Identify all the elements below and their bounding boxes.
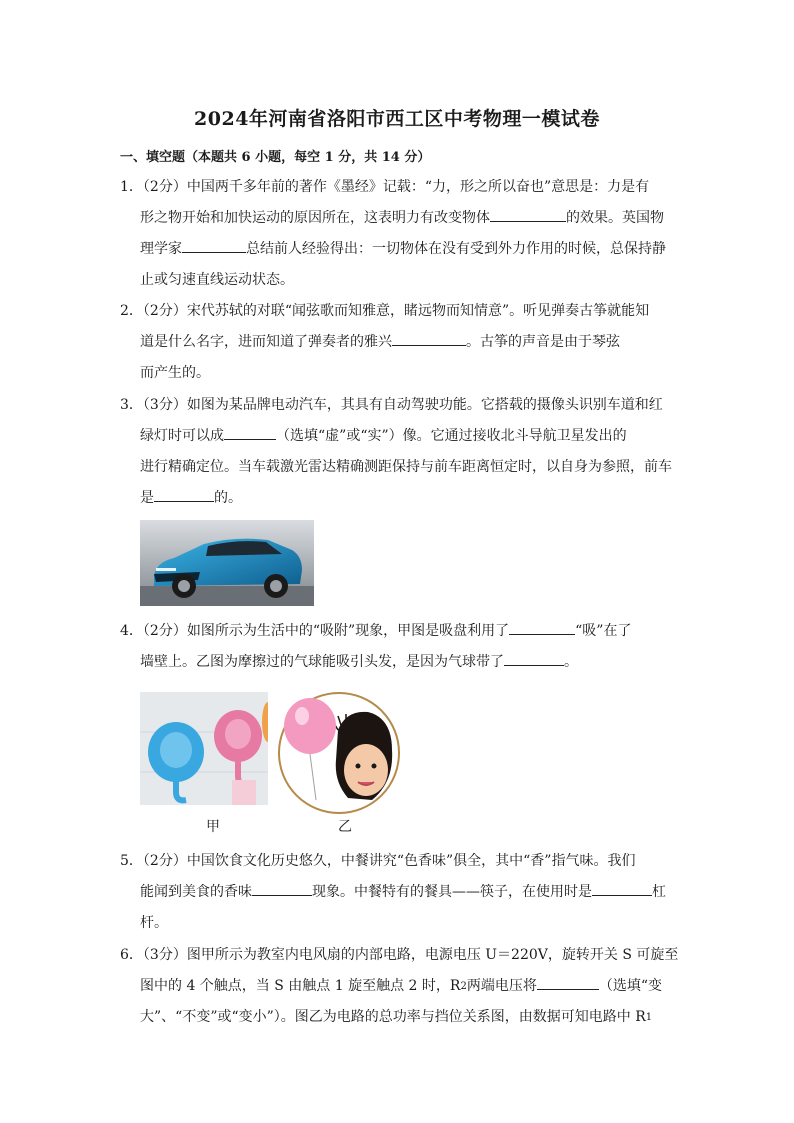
q6-line-2: 图中的 4 个触点，当 S 由触点 1 旋至触点 2 时，R 2 两端电压将 （选填“变: [120, 971, 676, 1002]
caption-jia: 甲: [206, 819, 220, 835]
car-icon: [140, 520, 314, 606]
section-heading: 一、填空题（本题共 6 小题，每空 1 分，共 14 分）: [120, 150, 431, 165]
answer-blank[interactable]: [182, 234, 246, 253]
q5-line-2: 能闻到美食的香味 现象。中餐特有的餐具——筷子，在使用时是 杠: [120, 877, 676, 908]
q3-line-4: 是 的。: [120, 483, 676, 514]
q6-line-1: 6．（3分）图甲所示为教室内电风扇的内部电路，电源电压 U＝220V，旋转开关 S 可旋至: [120, 947, 679, 963]
q2-line-3: 而产生的。: [140, 365, 210, 381]
answer-blank[interactable]: [252, 877, 312, 896]
q5-line-1: 5．（2分）中国饮食文化历史悠久，中餐讲究“色香味”俱全，其中“香”指气味。我们: [120, 853, 636, 869]
answer-blank[interactable]: [592, 877, 652, 896]
balloon-icon: [276, 690, 402, 816]
q2-line-2: 道是什么名字，进而知道了弹奏者的雅兴 。古筝的声音是由于琴弦: [120, 327, 676, 358]
answer-blank[interactable]: [154, 483, 214, 502]
q1-line-3: 理学家 总结前人经验得出：一切物体在没有受到外力作用的时候，总保持静: [120, 234, 676, 265]
question-1: [120, 172, 676, 296]
q4-line-2: 墙壁上。乙图为摩擦过的气球能吸引头发，是因为气球带了 。: [120, 647, 676, 678]
question-2: [120, 296, 676, 389]
page-title: 2024年河南省洛阳市西工区中考物理一模试卷: [194, 108, 600, 130]
q1-line-1: 1．（2分）中国两千多年前的著作《墨经》记载：“力，形之所以奋也”意思是：力是有: [120, 179, 650, 195]
q5-line-3: 杆。: [140, 915, 168, 931]
caption-yi: 乙: [338, 819, 352, 835]
answer-blank[interactable]: [392, 327, 466, 346]
q2-line-1: 2．（2分）宋代苏轼的对联“闻弦歌而知雅意，睹远物而知情意”。听见弹奏古筝就能知: [120, 303, 650, 319]
question-5: [120, 846, 676, 939]
balloon-hair-image: [276, 690, 402, 816]
question-3: [120, 390, 676, 514]
q1-line-4: 止或匀速直线运动状态。: [140, 272, 294, 288]
q1-line-2: 形之物开始和加快运动的原因所在，这表明力有改变物体 的效果。英国物: [120, 203, 676, 234]
electric-car-image: [140, 520, 314, 606]
q3-line-2: 绿灯时可以成 （选填“虚”或“实”）像。它通过接收北斗导航卫星发出的: [120, 421, 676, 452]
answer-blank[interactable]: [490, 203, 566, 222]
answer-blank[interactable]: [537, 971, 599, 990]
q3-line-1: 3．（3分）如图为某品牌电动汽车，其具有自动驾驶功能。它搭载的摄像头识别车道和红: [120, 397, 663, 413]
answer-blank[interactable]: [504, 647, 564, 666]
suction-hook-icon: [140, 692, 268, 805]
q3-line-3: 进行精确定位。当车载激光雷达精确测距保持与前车距离恒定时，以自身为参照，前车: [140, 459, 672, 475]
q6-line-3: 大”、“不变”或“变小”）。图乙为电路的总功率与挡位关系图，由数据可知电路中 R 1: [140, 1009, 653, 1025]
answer-blank[interactable]: [509, 616, 575, 635]
suction-cup-image: [140, 692, 268, 805]
question-4: [120, 616, 676, 678]
q4-line-1: 4．（2分）如图所示为生活中的“吸附”现象，甲图是吸盘利用了 “吸”在了: [120, 616, 676, 647]
answer-blank[interactable]: [224, 421, 276, 440]
question-6: [120, 940, 679, 1033]
